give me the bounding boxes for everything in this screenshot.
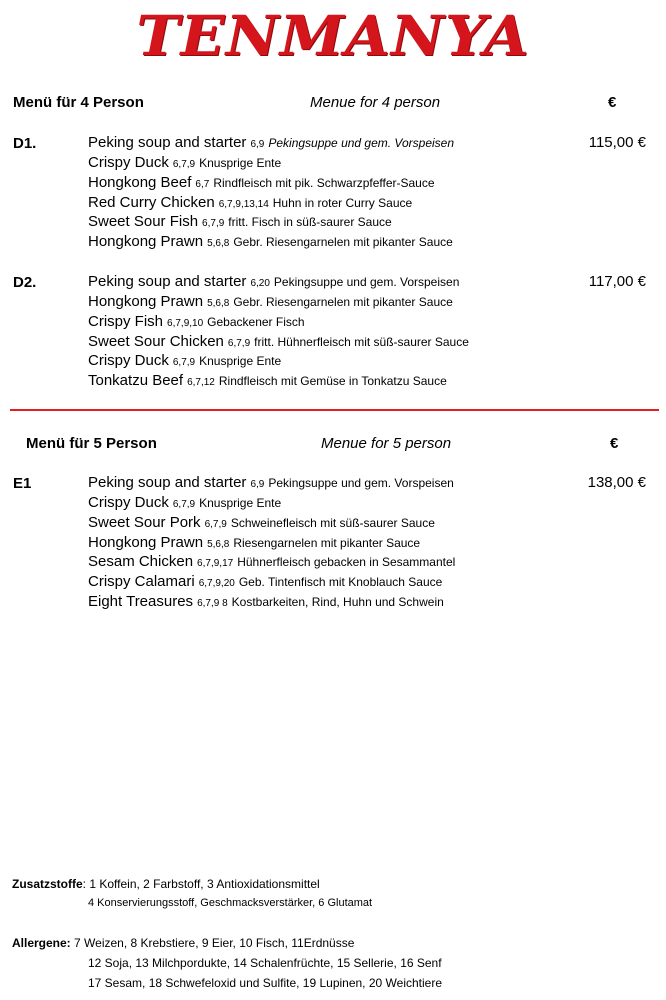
menu-item [88, 514, 455, 534]
item-codes: 6,7,9 [227, 337, 251, 349]
menu-item [88, 154, 454, 174]
item-name: Crispy Duck [88, 493, 169, 511]
menu-item [88, 134, 454, 154]
item-desc: Knusprige Ente [199, 495, 282, 510]
section-divider [10, 409, 659, 411]
menu-item [88, 213, 454, 233]
item-name: Hongkong Prawn [88, 533, 204, 551]
set-items-e1 [88, 474, 455, 613]
item-desc: Gebackener Fisch [207, 314, 305, 329]
item-desc: Gebr. Riesengarnelen mit pikanter Sauce [233, 294, 453, 309]
menu-item [88, 573, 455, 593]
additives-line [12, 876, 320, 892]
menu5-header-de: Menü für 5 Person [26, 435, 157, 452]
menu5-header-en: Menue for 5 person [321, 435, 452, 452]
item-codes: 6,20 [250, 278, 270, 289]
item-codes: 6,7,9 [172, 498, 196, 510]
additives-text: : 1 Koffein, 2 Farbstoff, 3 Antioxidationsmittel [82, 877, 320, 891]
allergens-label: Allergene: [12, 936, 71, 950]
menu4-header-en: Menue for 4 person [310, 94, 441, 111]
item-name: Peking soup and starter [88, 134, 247, 151]
menu-item [88, 333, 469, 353]
item-name: Red Curry Chicken [88, 193, 215, 211]
item-name: Sweet Sour Fish [88, 213, 199, 231]
item-name: Eight Treasures [88, 593, 194, 611]
item-desc: Knusprige Ente [199, 155, 282, 170]
item-codes: 6,9 [250, 479, 265, 490]
item-name: Hongkong Prawn [88, 233, 204, 251]
menu-item [88, 273, 469, 293]
menu-item [88, 352, 469, 372]
allergens-line-2: 12 Soja, 13 Milchpordukte, 14 Schalenfrüchte, 15 Sellerie, 16 Senf [88, 956, 442, 970]
item-codes: 6,9 [250, 139, 265, 150]
allergens-text: 7 Weizen, 8 Krebstiere, 9 Eier, 10 Fisch, 11Erdnüsse [70, 936, 355, 950]
item-name: Hongkong Prawn [88, 292, 204, 310]
restaurant-logo [0, 4, 666, 68]
item-name: Sweet Sour Pork [88, 513, 201, 531]
additives-label: Zusatzstoffe [12, 877, 83, 891]
item-codes: 6,7 [195, 178, 210, 190]
set-code-d1: D1. [13, 135, 37, 152]
item-codes: 6,7,9 [204, 518, 227, 530]
item-name: Crispy Fish [88, 312, 164, 330]
item-desc: Riesengarnelen mit pikanter Sauce [233, 535, 421, 550]
set-items-d2 [88, 273, 469, 392]
item-name: Sweet Sour Chicken [88, 332, 224, 350]
logo-text: TENMANYA [136, 3, 530, 69]
item-desc: Rindfleisch mit pik. Schwarzpfeffer-Sauce [213, 175, 435, 190]
item-desc: fritt. Hühnerfleisch mit süß-saurer Sauce [254, 334, 469, 349]
item-name: Crispy Duck [88, 352, 169, 370]
item-desc: Pekingsuppe und gem. Vorspeisen [268, 136, 455, 150]
menu-item [88, 174, 454, 194]
item-desc: Gebr. Riesengarnelen mit pikanter Sauce [233, 235, 453, 250]
item-desc: Kostbarkeiten, Rind, Huhn und Schwein [231, 595, 444, 610]
item-name: Peking soup and starter [88, 273, 247, 290]
menu-item [88, 293, 469, 313]
allergens-line [12, 935, 354, 951]
set-price-e1: 138,00 € [587, 474, 646, 491]
item-name: Tonkatzu Beef [88, 372, 184, 390]
item-codes: 6,7,9,20 [198, 578, 235, 590]
item-codes: 6,7,12 [187, 377, 215, 389]
item-codes: 5,6,8 [207, 538, 230, 550]
menu-item [88, 233, 454, 253]
item-codes: 6,7,9,10 [167, 317, 204, 329]
menu-item [88, 593, 455, 613]
menu-item [88, 494, 455, 514]
item-name: Crispy Duck [88, 153, 169, 171]
menu5-currency: € [610, 435, 619, 452]
menu-item [88, 534, 455, 554]
item-desc: Geb. Tintenfisch mit Knoblauch Sauce [238, 575, 443, 590]
set-price-d1: 115,00 € [588, 134, 646, 151]
item-name: Hongkong Beef [88, 173, 192, 191]
menu-item [88, 553, 455, 573]
item-codes: 5,6,8 [207, 238, 230, 250]
item-desc: Hühnerfleisch gebacken in Sesammantel [237, 555, 456, 570]
menu-item [88, 313, 469, 333]
item-name: Sesam Chicken [88, 553, 194, 571]
item-desc: Knusprige Ente [199, 354, 282, 369]
item-name: Crispy Calamari [88, 573, 195, 591]
item-codes: 6,7,9 [172, 158, 196, 170]
additives-line-2: 4 Konservierungsstoff, Geschmacksverstärker, 6 Glutamat [88, 897, 373, 909]
item-codes: 5,6,8 [207, 297, 230, 309]
menu-item [88, 194, 454, 214]
item-desc: fritt. Fisch in süß-saurer Sauce [228, 215, 392, 230]
item-desc: Pekingsuppe und gem. Vorspeisen [273, 275, 460, 289]
set-code-d2: D2. [13, 274, 37, 291]
item-codes: 6,7,9,17 [197, 558, 234, 570]
allergens-line-3: 17 Sesam, 18 Schwefeloxid und Sulfite, 19 Lupinen, 20 Weichtiere [88, 976, 442, 990]
item-codes: 6,7,9 [202, 218, 225, 230]
item-desc: Huhn in roter Curry Sauce [272, 195, 413, 210]
menu4-currency: € [608, 94, 617, 111]
set-code-e1: E1 [13, 475, 32, 492]
item-codes: 6,7,9,13,14 [218, 198, 269, 210]
item-desc: Pekingsuppe und gem. Vorspeisen [268, 476, 454, 490]
menu-item [88, 474, 455, 494]
item-desc: Rindfleisch mit Gemüse in Tonkatzu Sauce [218, 374, 447, 389]
menu4-header-de: Menü für 4 Person [13, 94, 144, 111]
item-desc: Schweinefleisch mit süß-saurer Sauce [230, 515, 435, 530]
set-items-d1 [88, 134, 454, 253]
item-name: Peking soup and starter [88, 474, 247, 491]
item-codes: 6,7,9 8 [197, 598, 228, 610]
set-price-d2: 117,00 € [588, 273, 646, 290]
menu-item [88, 372, 469, 392]
item-codes: 6,7,9 [172, 357, 196, 369]
